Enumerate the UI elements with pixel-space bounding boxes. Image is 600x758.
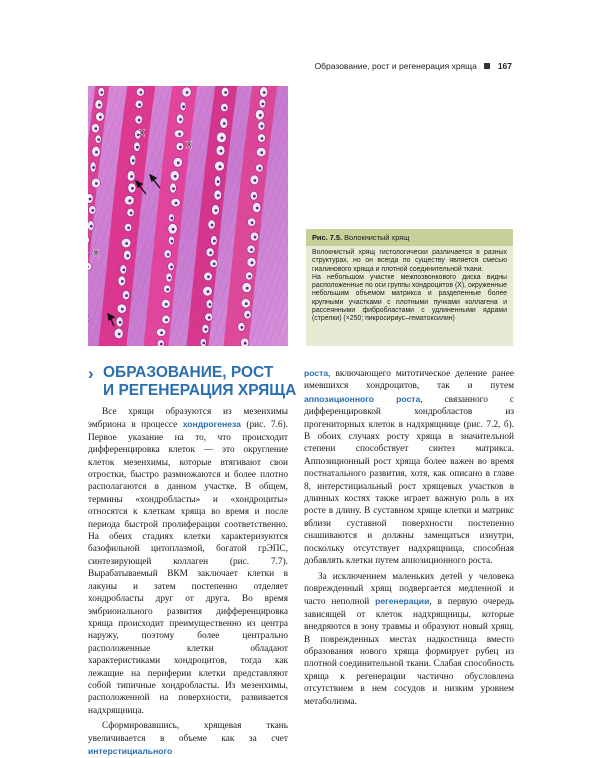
body-paragraph: Все хрящи образуются из мезенхимы эмбриона в процессе хондрогенеза (рис. 7.6). Первое указание на то, что происходит дифференцировка клеток — это округление клеток мезенхимы, которые втягивают свои отростки, быстро размножаются и более плотно располагаются в данном участке. В общем, термины «хондробласты» и «хондроциты» относятся к клеткам хряща во время и после периода быстрой пролиферации соответственно. На обеих стадиях клетки характеризуются базофильной цитоплазмой, богатой грЭПС, синтезирующей коллаген (рис. 7.7). Вырабатываемый ВКМ заключает клетки в лакуны и затем постепенно отделяет хондробласты друг от друга. Во время эмбрионального развития дифференцировка хряща происходит преимущественно из центра наружу, поэтому более центрально расположенные клетки обладают характеристиками хондроцитов, тогда как лежащие на периферии клетки представляют собой типичные хондробласты. Из мезенхимы, расположенной на поверхности, развивается надхрящница.	[88, 407, 288, 716]
caption-number: Рис. 7.5.	[312, 233, 343, 242]
body-paragraph: роста, включающего митотическое деление ранее имевшихся хондроцитов, так и путем аппозиционного роста, связанного с дифференцировкой хондробластов из прогениторных клеток в надхрящнице (рис. 7.2, б). В обоих случаях росту хряща в значительной степени способствует синтез матрикса. Аппозиционный рост хряща более важен во время постнатального развития, хотя, как описано в главе 8, интерстициальный рост хрящевых участков в длинных костях также играет важную роль в их росте в длину. В суставном хряще клетки и матрикс вблизи суставной поверхности постепенно снашиваются и должны замещаться изнутри, поскольку отсутствует надхрящница, способная добавлять клетки путем аппозиционного роста.	[304, 368, 514, 567]
section-heading	[88, 364, 296, 400]
figure-label-x-3: X	[93, 248, 100, 258]
running-header	[315, 61, 512, 71]
body-paragraph: За исключением маленьких детей у человека поврежденный хрящ подвергается медленной и часто неполной регенерации, в первую очередь зависящей от клеток надхрящницы, которые внедряются в зону травмы и образуют новый хрящ. В поврежденных местах надкостница вместо образования нового хряща формирует рубец из плотной соединительной ткани. Слабая способность хряща к регенерации частично обусловлена отсутствием в нем сосудов и низким уровнем метаболизма.	[304, 571, 515, 707]
term-growth: роста	[304, 368, 329, 378]
header-square-icon	[484, 63, 490, 69]
caption-body	[306, 246, 513, 324]
running-title: Образование, рост и регенерация хряща	[314, 61, 477, 71]
figure-label-x-2: X	[186, 140, 193, 150]
fibrocartilage-micrograph	[88, 86, 288, 346]
term-appositional-growth: аппозиционного роста	[304, 393, 421, 404]
term-regeneration: регенерации	[375, 596, 430, 607]
section-title-line-2: И РЕГЕНЕРАЦИЯ ХРЯЩА	[103, 382, 297, 399]
section-title-line-1: ОБРАЗОВАНИЕ, РОСТ	[103, 364, 274, 381]
term-interstitial: интерстициального	[88, 745, 173, 756]
caption-heading	[306, 229, 513, 246]
figure-label-x-1: X	[139, 128, 146, 138]
left-text-column	[88, 406, 288, 758]
figure-caption	[306, 229, 513, 346]
page-number: 167	[497, 61, 512, 71]
caption-title: Волокнистый хрящ	[344, 233, 410, 242]
caption-paragraph: Волокнистый хрящ гистологически различается в разных структурах, но он всегда по существу является смесью гиалинового хряща и плотной соединительной ткани.	[312, 249, 507, 273]
body-paragraph: Сформировавшись, хрящевая ткань увеличивается в объеме как за счет интерстициального	[88, 721, 288, 756]
caption-paragraph: На небольшом участке межпозвонкового диска видны расположенные по оси группы хондроцитов (X), окруженные небольшим объемом матрикса и разделенные более крупными участками с плотными пучками коллагена и рассеянными фибробластами с удлиненными ядрами (стрелки) (×250; пикросириус–гематоксилин)	[312, 273, 507, 323]
micrograph-image	[88, 86, 288, 346]
chevron-right-icon: ›	[88, 364, 94, 383]
right-text-column	[304, 367, 514, 708]
term-chondrogenesis: хондрогенеза	[182, 419, 241, 430]
